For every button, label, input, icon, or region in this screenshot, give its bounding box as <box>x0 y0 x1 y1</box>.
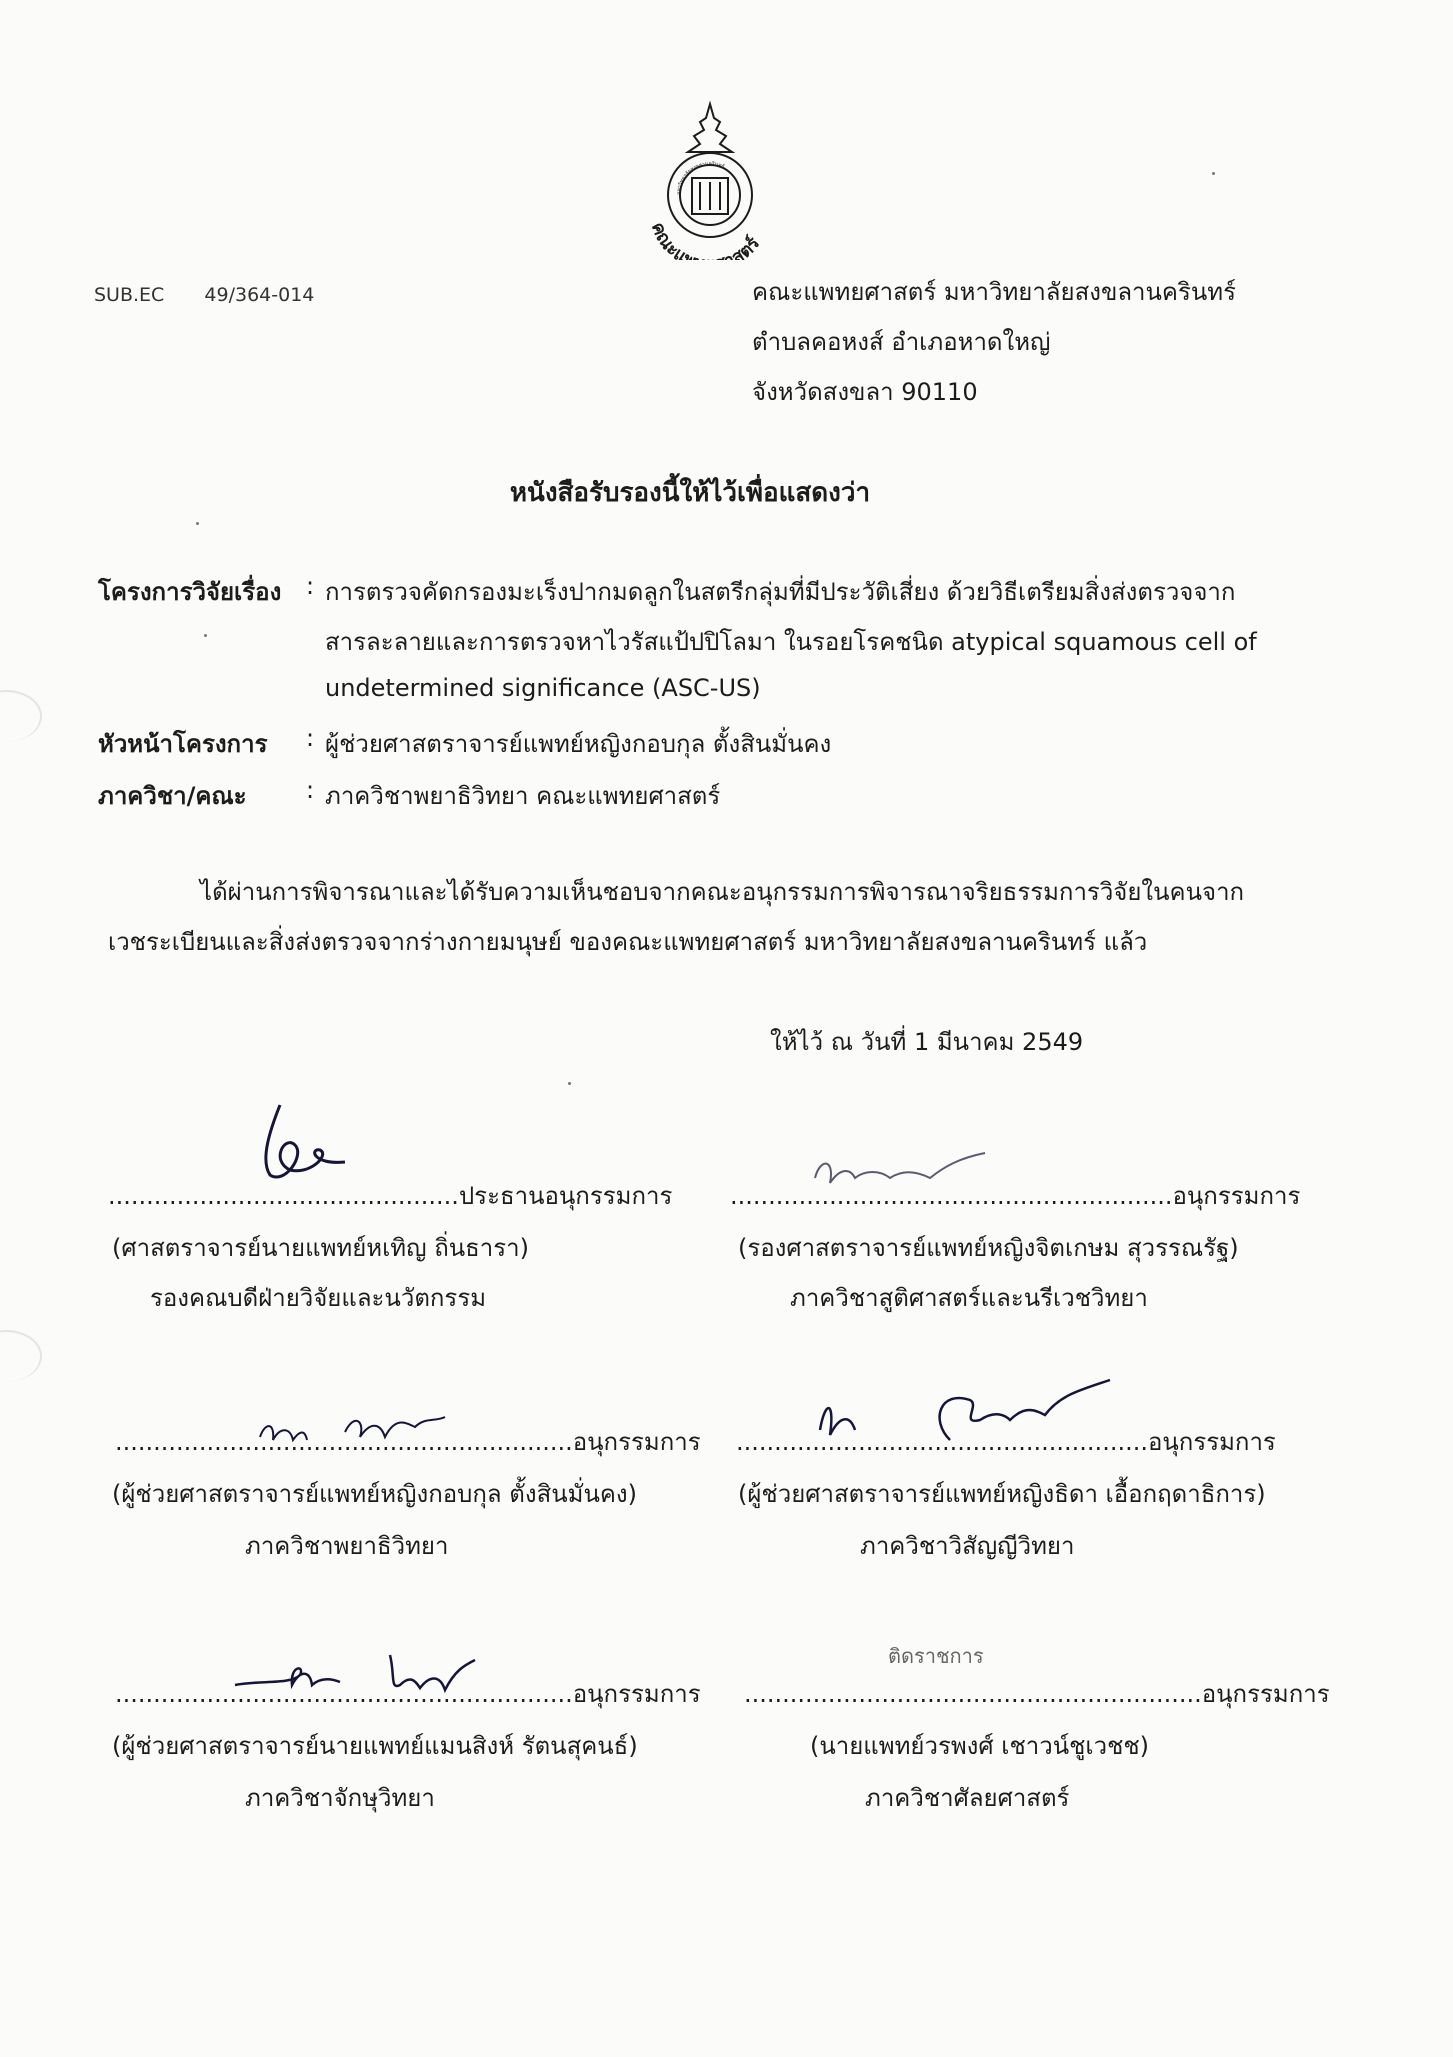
project-colon: : <box>306 572 315 600</box>
project-title-line2: สารละลายและการตรวจหาไวรัสแป้ปปิโลมา ในรอยโรคชนิด atypical squamous cell of <box>325 628 1257 656</box>
sig3-dots: ............................................................ <box>115 1428 573 1456</box>
seal-inner-text: มหาวิทยาลัยสงขลานครินทร์ <box>675 160 726 196</box>
speck <box>568 1082 571 1085</box>
sig6-name: (นายแพทย์วรพงศ์ เชาวน์ชูเวชช) <box>810 1732 1150 1760</box>
sig5-dots: ............................................................ <box>115 1680 573 1708</box>
sig1-dots: .............................................. <box>108 1182 459 1210</box>
project-title-line1: การตรวจคัดกรองมะเร็งปากมดลูกในสตรีกลุ่มที่มีประวัติเสี่ยง ด้วยวิธีเตรียมสิ่งส่งตรวจจาก <box>325 578 1236 606</box>
project-label: โครงการวิจัยเรื่อง <box>98 578 282 606</box>
proxy-note: ติดราชการ <box>888 1644 984 1668</box>
speck <box>204 634 207 637</box>
sig4-line <box>736 1422 1276 1461</box>
dept-label: ภาควิชา/คณะ <box>98 782 247 810</box>
sig5-name: (ผู้ช่วยศาสตราจารย์นายแพทย์แมนสิงห์ รัตนสุคนธ์) <box>112 1732 638 1760</box>
seal-text: คณะแ สตร์ <box>646 219 765 260</box>
lead-label: หัวหน้าโครงการ <box>98 730 268 758</box>
speck <box>196 522 199 525</box>
sig2-role: อนุกรรมการ <box>1172 1182 1301 1210</box>
issue-date: ให้ไว้ ณ วันที่ 1 มีนาคม 2549 <box>770 1028 1084 1056</box>
sig3-role: อนุกรรมการ <box>572 1428 701 1456</box>
sig4-name: (ผู้ช่วยศาสตราจารย์แพทย์หญิงธิดา เอื้อกฤดาธิการ) <box>738 1480 1266 1508</box>
address-line2: ตำบลคอหงส์ อำเภอหาดใหญ่ <box>752 328 1051 356</box>
address-line1: คณะแพทยศาสตร์ มหาวิทยาลัยสงขลานครินทร์ <box>752 278 1236 306</box>
faculty-seal <box>610 100 810 260</box>
sig2-dots: .......................................................... <box>730 1182 1173 1210</box>
sig6-role: อนุกรรมการ <box>1201 1680 1330 1708</box>
body-line2: เวชระเบียนและสิ่งส่งตรวจจากร่างกายมนุษย์ ของคณะแพทยศาสตร์ มหาวิทยาลัยสงขลานครินทร์ แล้ว <box>108 928 1148 956</box>
punch-hole-mark <box>0 1330 42 1382</box>
punch-hole-mark <box>0 690 42 742</box>
sig5-position: ภาควิชาจักษุวิทยา <box>245 1784 435 1812</box>
sig3-name: (ผู้ช่วยศาสตราจารย์แพทย์หญิงกอบกุล ตั้งสินมั่นคง) <box>112 1480 637 1508</box>
dept-colon: : <box>306 776 315 804</box>
ref-code: SUB.EC <box>94 284 165 306</box>
ref-number: 49/364-014 <box>204 284 315 306</box>
sig5-line <box>115 1674 701 1713</box>
project-title-line3: undetermined significance (ASC-US) <box>325 674 761 702</box>
sig1-role: ประธานอนุกรรมการ <box>458 1182 673 1210</box>
lead-value: ผู้ช่วยศาสตราจารย์แพทย์หญิงกอบกุล ตั้งสินมั่นคง <box>325 730 832 758</box>
sig3-position: ภาควิชาพยาธิวิทยา <box>245 1532 449 1560</box>
sig2-name: (รองศาสตราจารย์แพทย์หญิงจิตเกษม สุวรรณรัฐ) <box>738 1234 1239 1262</box>
sig1-line <box>108 1176 672 1215</box>
sig3-line <box>115 1422 701 1461</box>
sig6-dots: ............................................................ <box>744 1680 1202 1708</box>
sig4-dots: ...................................................... <box>736 1428 1148 1456</box>
sig6-line <box>744 1674 1330 1713</box>
sig2-position: ภาควิชาสูติศาสตร์และนรีเวชวิทยา <box>790 1284 1148 1312</box>
reference-code <box>94 284 314 306</box>
lead-colon: : <box>306 724 315 752</box>
sig2-line <box>730 1176 1300 1215</box>
sig6-position: ภาควิชาศัลยศาสตร์ <box>865 1784 1070 1812</box>
certificate-heading: หนังสือรับรองนี้ให้ไว้เพื่อแสดงว่า <box>509 478 871 508</box>
body-line1: ได้ผ่านการพิจารณาและได้รับความเห็นชอบจากคณะอนุกรรมการพิจารณาจริยธรรมการวิจัยในคนจาก <box>200 878 1245 906</box>
sig5-role: อนุกรรมการ <box>572 1680 701 1708</box>
sig1-name: (ศาสตราจารย์นายแพทย์หเทิญ ถิ่นธารา) <box>112 1234 529 1262</box>
sig4-position: ภาควิชาวิสัญญีวิทยา <box>860 1532 1075 1560</box>
address-line3: จังหวัดสงขลา 90110 <box>752 378 978 406</box>
sig4-role: อนุกรรมการ <box>1147 1428 1276 1456</box>
sig1-position: รองคณบดีฝ่ายวิจัยและนวัตกรรม <box>150 1284 487 1312</box>
speck <box>1212 172 1215 175</box>
dept-value: ภาควิชาพยาธิวิทยา คณะแพทยศาสตร์ <box>325 782 721 810</box>
